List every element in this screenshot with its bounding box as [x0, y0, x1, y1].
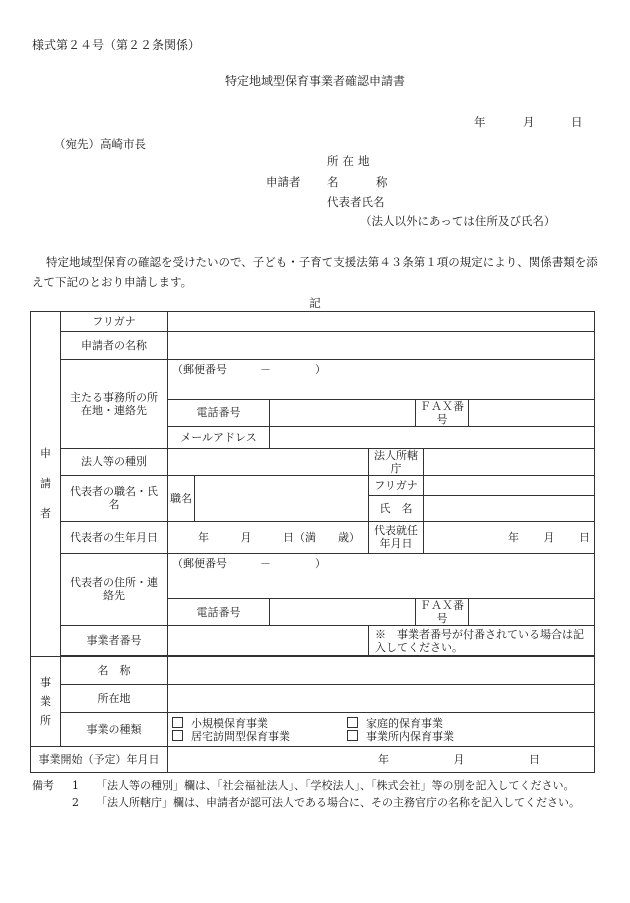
biz-location-input[interactable]: [168, 685, 595, 713]
rep-furigana-label: フリガナ: [369, 475, 424, 495]
rep-phone-label: 電話番号: [168, 599, 270, 626]
addressee: （宛先）高崎市長: [54, 137, 146, 151]
note-2-text: 「法人所轄庁」欄は、申請者が認可法人である場合に、その主務官庁の名称を記入してください。: [96, 796, 580, 809]
note-2-number: 2: [72, 796, 79, 809]
main-office-address-input[interactable]: [168, 379, 595, 399]
ki-heading: 記: [309, 296, 321, 310]
birth-year-label: 年: [198, 530, 209, 544]
rep-start-label: 代表就任年月日: [369, 521, 424, 553]
start-year-label: 年: [508, 530, 519, 544]
biz-name-input[interactable]: [168, 657, 595, 685]
biz-type-label: 事業の種類: [61, 713, 168, 747]
rep-title-input[interactable]: [195, 475, 369, 521]
corp-type-input[interactable]: [168, 448, 369, 475]
start-month-label: 月: [543, 530, 555, 544]
applicant-rep-label: 代表者氏名: [327, 195, 385, 209]
corp-authority-input[interactable]: [424, 448, 595, 475]
phone-label: 電話番号: [168, 399, 270, 426]
form-number: 様式第２４号（第２２条関係）: [32, 38, 201, 52]
biz-name-label: 名 称: [61, 657, 168, 685]
furigana-input[interactable]: [168, 312, 595, 332]
email-input[interactable]: [270, 426, 595, 448]
business-no-label: 事業者番号: [61, 626, 168, 656]
date-month-label: 月: [523, 115, 535, 129]
email-label: メールアドレス: [168, 426, 270, 448]
applicant-location-label: 所在地: [327, 154, 374, 168]
rep-birth-input[interactable]: [168, 521, 369, 553]
sd-year-label: 年: [378, 753, 389, 766]
checkbox-icon[interactable]: [172, 717, 183, 728]
document-title: 特定地域型保育事業者確認申請書: [224, 74, 405, 88]
applicant-name-label-a: 名: [327, 175, 339, 189]
business-no-input[interactable]: [168, 626, 369, 656]
biz-type-options: [168, 713, 595, 747]
rep-address-label: 代表者の住所・連絡先: [61, 553, 168, 626]
checkbox-icon[interactable]: [172, 730, 183, 741]
option-home-visit[interactable]: 居宅訪問型保育事業: [172, 730, 347, 743]
corp-type-label: 法人等の種別: [61, 448, 168, 475]
note-1-number: 1: [72, 779, 79, 792]
rep-postal-code-line[interactable]: （郵便番号 － ）: [168, 553, 595, 573]
sd-month-label: 月: [453, 753, 465, 766]
business-no-note: ※ 事業者番号が付番されている場合は記入してください。: [369, 626, 595, 656]
option-small-scale[interactable]: 小規模保育事業: [172, 717, 347, 730]
start-date-input[interactable]: [168, 747, 595, 773]
rep-birth-label: 代表者の生年月日: [61, 521, 168, 553]
option-workplace[interactable]: 事業所内保育事業: [347, 730, 454, 743]
notes-heading: 備考: [32, 779, 54, 792]
rep-fax-input[interactable]: [469, 599, 595, 626]
phone-input[interactable]: [270, 399, 416, 426]
applicant-note: （法人以外にあっては住所及び氏名）: [360, 214, 556, 228]
birth-month-label: 月: [240, 530, 252, 544]
rep-furigana-input[interactable]: [424, 475, 595, 495]
application-table: [30, 311, 595, 773]
rep-phone-input[interactable]: [270, 599, 416, 626]
furigana-label: フリガナ: [61, 312, 168, 332]
main-office-label: 主たる事務所の所在地・連絡先: [61, 360, 168, 449]
side-label-applicant: 申 請 者: [31, 312, 61, 657]
intro-text: 特定地域型保育の確認を受けたいので、子ども・子育て支援法第４３条第１項の規定により、関係書類を添えて下記のとおり申請します。: [32, 255, 598, 289]
rep-start-input[interactable]: [424, 521, 595, 553]
fax-label: ＦＡＸ番号: [416, 399, 469, 426]
applicant-name-field-label: 申請者の名称: [61, 332, 168, 360]
biz-location-label: 所在地: [61, 685, 168, 713]
date-year-label: 年: [474, 115, 486, 129]
option-home-based[interactable]: 家庭的保育事業: [347, 717, 443, 730]
side-label-business: 事 業 所: [31, 657, 61, 747]
applicant-name-label-b: 称: [376, 175, 388, 189]
rep-name-label: 氏 名: [369, 495, 424, 521]
sd-day-label: 日: [529, 753, 540, 766]
date-day-label: 日: [571, 115, 583, 129]
applicant-label: 申請者: [266, 175, 301, 189]
start-date-label: 事業開始（予定）年月日: [31, 747, 168, 773]
fax-input[interactable]: [469, 399, 595, 426]
rep-title-name-label: 代表者の職名・氏名: [61, 475, 168, 521]
postal-code-line[interactable]: （郵便番号 － ）: [168, 360, 595, 380]
title-label: 職名: [168, 475, 195, 521]
rep-name-input[interactable]: [424, 495, 595, 521]
checkbox-icon[interactable]: [347, 717, 358, 728]
rep-fax-label: ＦＡＸ番号: [416, 599, 469, 626]
notes: [32, 777, 580, 811]
applicant-name-input[interactable]: [168, 332, 595, 360]
birth-day-label: 日（満 歳）: [283, 530, 360, 544]
checkbox-icon[interactable]: [347, 730, 358, 741]
note-1-text: 「法人等の種別」欄は、「社会福祉法人」、「学校法人」、「株式会社」等の別を記入してください。: [96, 779, 575, 792]
corp-authority-label: 法人所轄庁: [369, 448, 424, 475]
start-day-label: 日: [579, 530, 590, 544]
rep-address-input[interactable]: [168, 573, 595, 599]
